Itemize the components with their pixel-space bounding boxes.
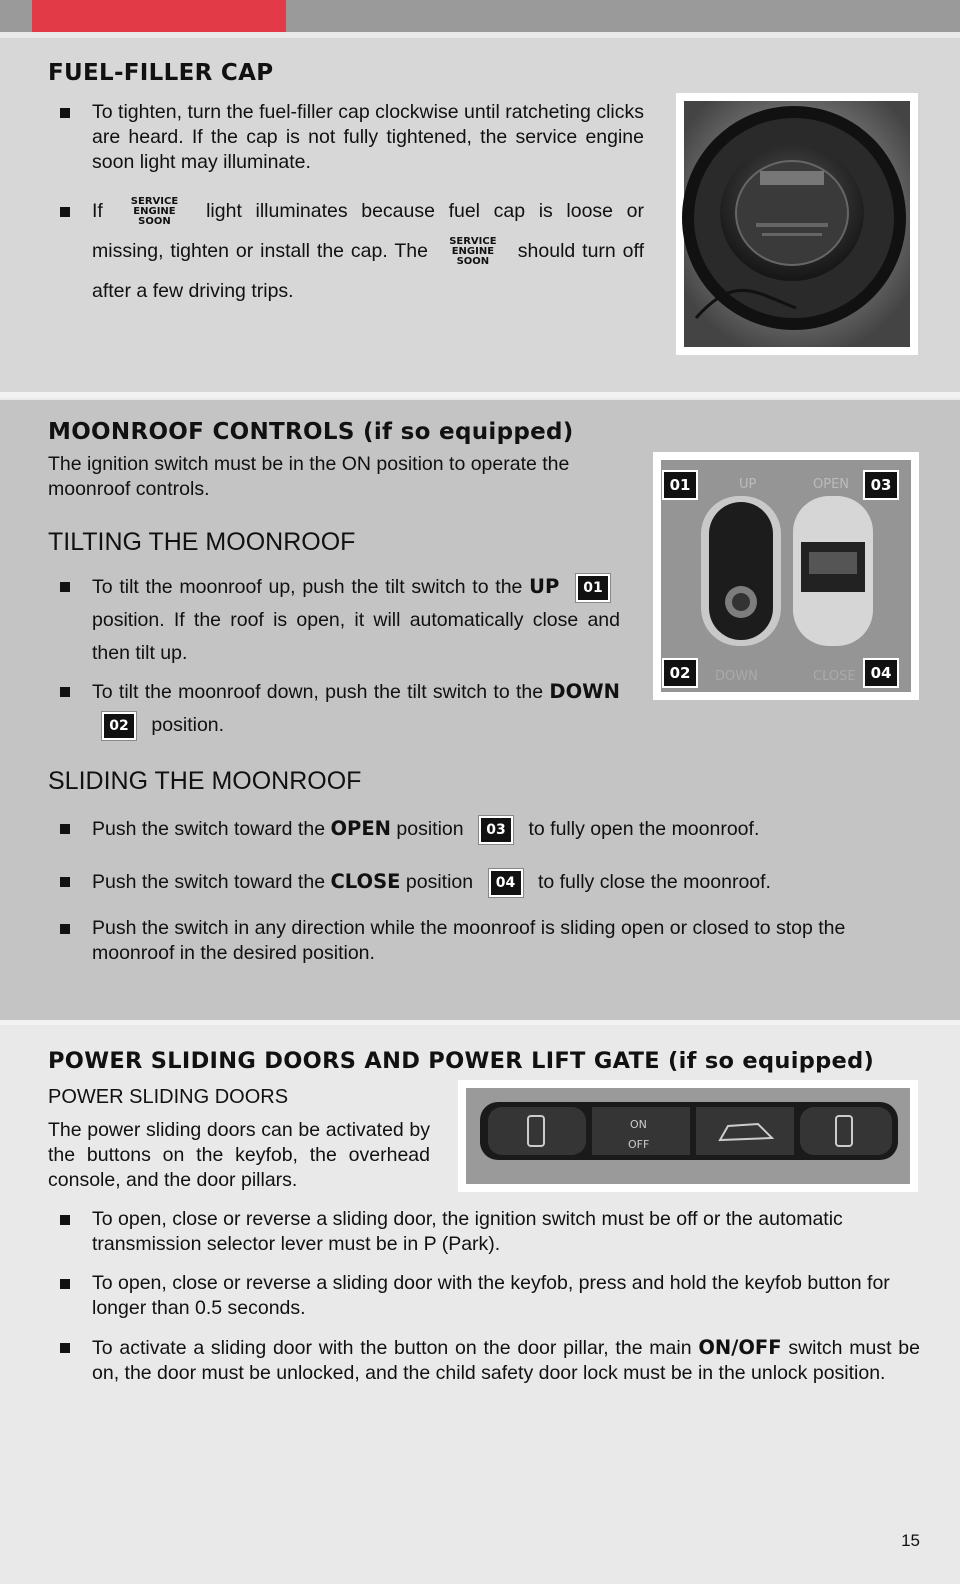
ses-line: ENGINE [133, 205, 176, 217]
door-switch-illustration [458, 1080, 918, 1192]
bullet-icon [60, 1215, 70, 1225]
doors-bullet-2: To open, close or reverse a sliding door with the keyfob, press and hold the keyfob button for longer than 0.5 seconds. [92, 1272, 890, 1319]
ses-line: SERVICE [449, 235, 497, 247]
power-doors-section [0, 1025, 960, 1584]
power-doors-title: POWER SLIDING DOORS AND POWER LIFT GATE (if so equipped) [48, 1048, 875, 1074]
photo-label-close: CLOSE [813, 669, 856, 684]
bullet-icon [60, 877, 70, 887]
list-item [48, 812, 920, 846]
fuel-cap-bullet-2b: light illuminates because fuel cap is loose or missing, tighten or install the cap. The [92, 200, 644, 262]
sliding-heading: SLIDING THE MOONROOF [48, 767, 362, 795]
fuel-cap-section [0, 38, 960, 392]
photo-label-off: OFF [628, 1138, 650, 1151]
photo-tag-03: 03 [863, 470, 899, 500]
slide-bullet-2c: to fully close the moonroof. [537, 871, 771, 893]
moonroof-section [0, 400, 960, 1022]
fuel-cap-bullet-2a: If [92, 200, 103, 222]
bullet-icon [60, 1279, 70, 1289]
bullet-icon [60, 924, 70, 934]
list-item [48, 1207, 920, 1257]
list-item [48, 191, 644, 311]
slide-bullet-3: Push the switch in any direction while the moonroof is sliding open or closed to stop the moonroof in the desired position. [92, 917, 846, 964]
moonroof-title: MOONROOF CONTROLS (if so equipped) [48, 419, 574, 445]
top-bar [0, 0, 960, 32]
list-item [48, 570, 620, 670]
photo-label-on: ON [630, 1118, 647, 1131]
photo-tag-01: 01 [662, 470, 698, 500]
tilt-bullet-1b: position. If the roof is open, it will automatically close and then tilt up. [92, 609, 620, 664]
ses-line: SERVICE [130, 195, 179, 207]
power-doors-intro: The power sliding doors can be activated by the buttons on the keyfob, the overhead console, and the door pillars. [48, 1119, 430, 1191]
slide-bullet-2b: position [405, 871, 474, 893]
ses-line: SOON [138, 215, 171, 227]
photo-label-down: DOWN [715, 669, 758, 684]
bullet-icon [60, 582, 70, 592]
photo-tag-02: 02 [662, 658, 698, 688]
moonroof-intro: The ignition switch must be in the ON position to operate the moonroof controls. [48, 453, 570, 500]
callout-tag: 02 [102, 712, 136, 740]
fuel-cap-bullet-1: To tighten, turn the fuel-filler cap clockwise until ratcheting clicks are heard. If the cap is not fully tightened, the service engine soon light may illuminate. [92, 101, 644, 173]
fuel-cap-illustration [676, 93, 918, 355]
doors-bullet-3a: To activate a sliding door with the button on the door pillar, the main [92, 1337, 692, 1359]
doors-bullet-1: To open, close or reverse a sliding door, the ignition switch must be off or the automatic transmission selector lever must be in P (Park). [92, 1208, 843, 1255]
list-item [48, 1335, 920, 1386]
down-keyword: DOWN [549, 680, 620, 703]
on-off-keyword: ON/OFF [698, 1336, 782, 1359]
tilt-bullet-1a: To tilt the moonroof up, push the tilt switch to the [92, 576, 523, 598]
photo-label-up: UP [739, 477, 757, 492]
section-divider [0, 392, 960, 398]
tilt-bullet-2a: To tilt the moonroof down, push the tilt switch to the [92, 681, 544, 703]
fuel-cap-list [48, 100, 644, 311]
callout-tag: 04 [489, 869, 523, 897]
tilting-list [48, 570, 620, 742]
ses-line: SOON [456, 255, 490, 267]
open-keyword: OPEN [330, 817, 391, 840]
slide-bullet-1c: to fully open the moonroof. [528, 818, 760, 840]
sliding-list [48, 812, 920, 966]
photo-label-open: OPEN [813, 477, 850, 492]
bullet-icon [60, 824, 70, 834]
bullet-icon [60, 207, 70, 217]
fuel-cap-title: FUEL-FILLER CAP [48, 60, 274, 86]
top-bar-accent [32, 0, 286, 32]
slide-bullet-1a: Push the switch toward the [92, 818, 326, 840]
callout-tag: 01 [576, 574, 610, 602]
tilt-bullet-2b: position. [151, 714, 225, 736]
list-item [48, 1271, 920, 1321]
power-doors-subheading: POWER SLIDING DOORS [48, 1086, 289, 1108]
list-item [48, 916, 920, 966]
list-item [48, 100, 644, 175]
fuel-cap-bullet-2c: should turn off after a few driving trips. [92, 240, 645, 302]
door-switch-photo [458, 1080, 918, 1192]
up-keyword: UP [529, 575, 560, 598]
photo-tag-04: 04 [863, 658, 899, 688]
doors-bullet-3b: switch must be on, the door must be unlocked, and the child safety door lock must be in the unlock position. [92, 1337, 920, 1384]
slide-bullet-1b: position [396, 818, 464, 840]
close-keyword: CLOSE [330, 870, 401, 893]
page-number: 15 [901, 1531, 920, 1550]
service-engine-soon-icon [126, 197, 182, 227]
bullet-icon [60, 108, 70, 118]
slide-bullet-2a: Push the switch toward the [92, 871, 326, 893]
callout-tag: 03 [479, 816, 513, 844]
power-doors-list [48, 1207, 920, 1386]
moonroof-switch-photo [653, 452, 919, 700]
service-engine-soon-icon [445, 237, 501, 267]
fuel-cap-photo [676, 93, 918, 355]
ses-line: ENGINE [451, 245, 495, 257]
list-item [48, 865, 920, 899]
list-item [48, 675, 620, 742]
bullet-icon [60, 1343, 70, 1353]
tilting-heading: TILTING THE MOONROOF [48, 528, 356, 556]
bullet-icon [60, 687, 70, 697]
